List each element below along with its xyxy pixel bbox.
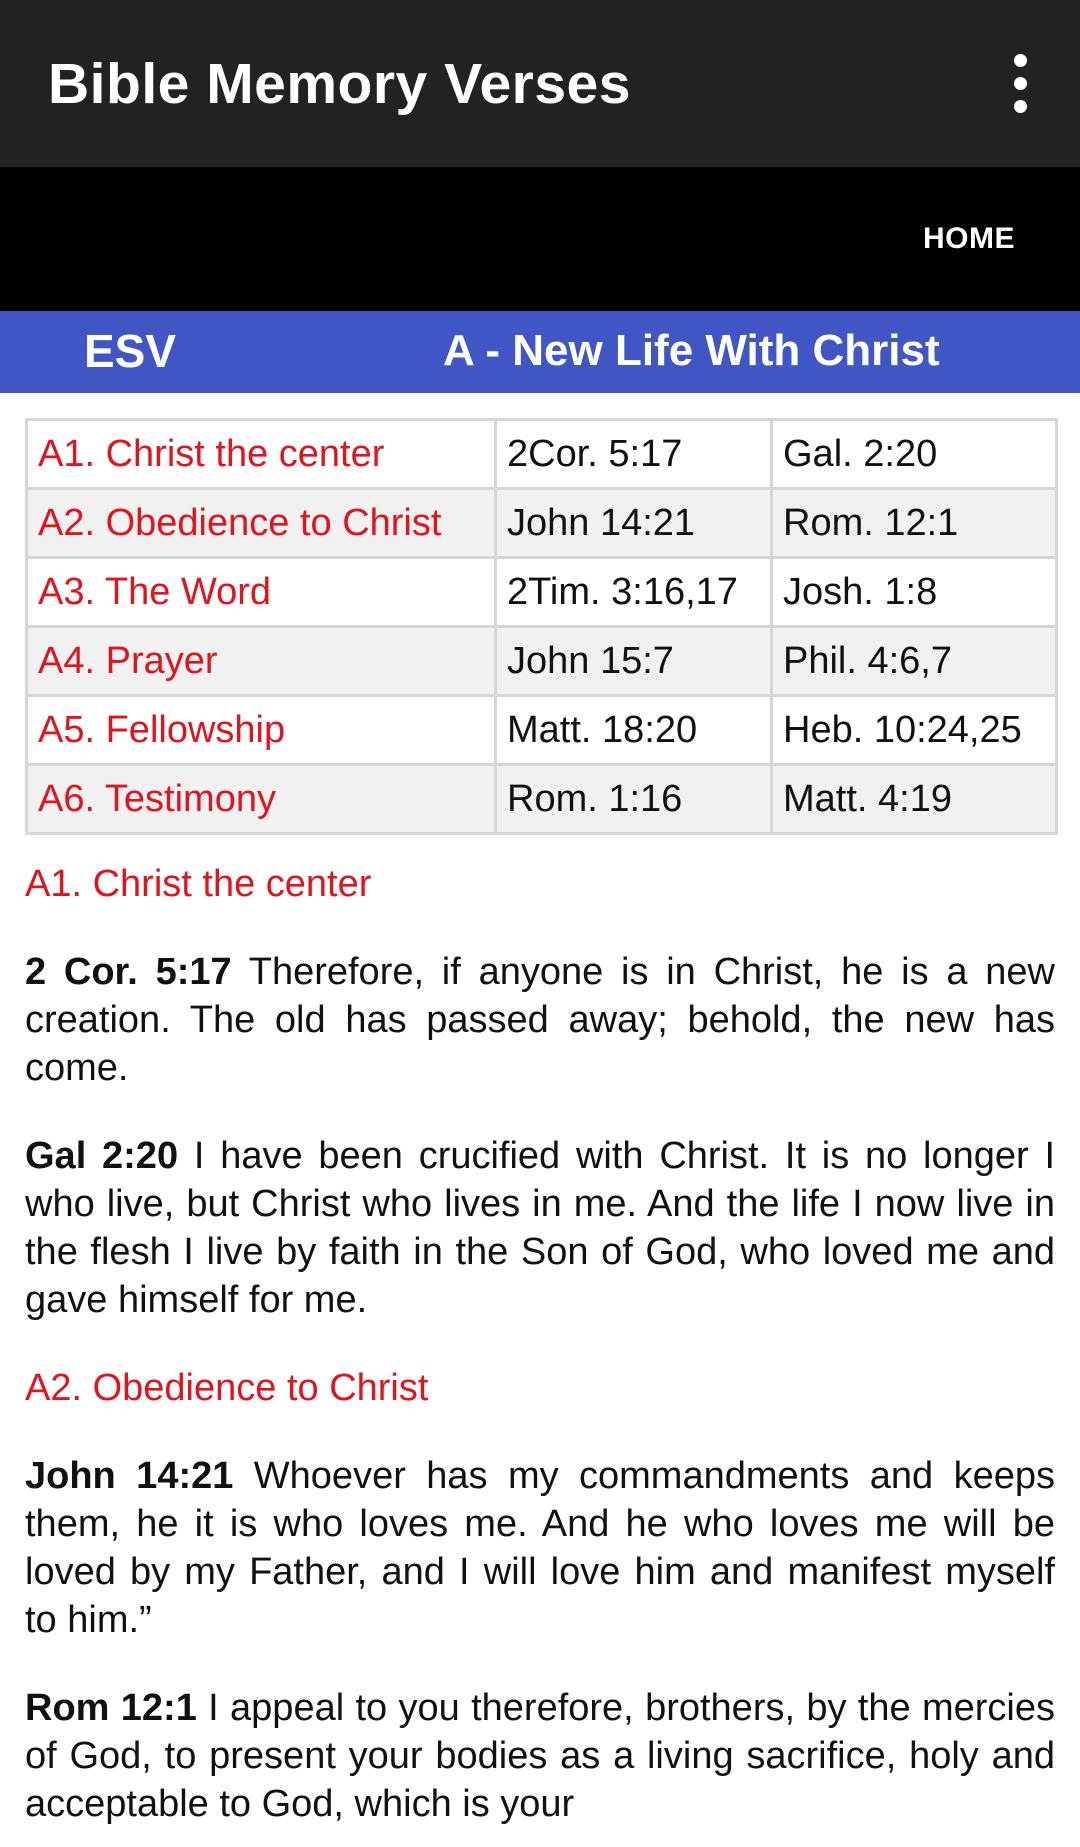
verse-ref-link[interactable]: Matt. 4:19 bbox=[772, 765, 1057, 834]
verse-ref-link[interactable]: Phil. 4:6,7 bbox=[772, 627, 1057, 696]
verse-ref-link[interactable]: Gal. 2:20 bbox=[772, 420, 1057, 489]
verse-ref-link[interactable]: Matt. 18:20 bbox=[496, 696, 772, 765]
verse-ref: John 14:21 bbox=[25, 1455, 234, 1497]
verse-ref: Rom 12:1 bbox=[25, 1687, 197, 1729]
app-bar bbox=[0, 0, 1080, 167]
topic-heading: A1. Christ the center bbox=[25, 863, 372, 905]
table-row bbox=[27, 420, 1057, 489]
verse-ref-link[interactable]: John 15:7 bbox=[496, 627, 772, 696]
verse-text: I appeal to you therefore, brothers, by the mercies of God, to present your bodies as a living sacrifice, holy and acceptable to God, which is your bbox=[25, 1687, 1055, 1825]
verse-ref: Gal 2:20 bbox=[25, 1135, 179, 1177]
topic-link[interactable]: A5. Fellowship bbox=[27, 696, 496, 765]
verse-ref-link[interactable]: Rom. 1:16 bbox=[496, 765, 772, 834]
nav-bar bbox=[0, 167, 1080, 311]
table-row bbox=[27, 627, 1057, 696]
table-row bbox=[27, 765, 1057, 834]
bible-version[interactable]: ESV bbox=[84, 325, 177, 377]
verse-text: I have been crucified with Christ. It is no longer I who live, but Christ who lives in me. And the life I now live in the flesh I live by faith in the Son of God, who loved me and gave himself for me. bbox=[25, 1135, 1055, 1321]
verse-text: Whoever has my commandments and keeps them, he it is who loves me. And he who loves me will be loved by my Father, and I will love him and manifest myself to him.” bbox=[25, 1455, 1055, 1641]
topic-link[interactable]: A2. Obedience to Christ bbox=[27, 489, 496, 558]
verse-ref-link[interactable]: 2Tim. 3:16,17 bbox=[496, 558, 772, 627]
verse-ref-link[interactable]: 2Cor. 5:17 bbox=[496, 420, 772, 489]
verse-table bbox=[25, 418, 1058, 835]
verse-ref-link[interactable]: Heb. 10:24,25 bbox=[772, 696, 1057, 765]
verse-ref-link[interactable]: Rom. 12:1 bbox=[772, 489, 1057, 558]
verse-paragraph bbox=[25, 948, 1055, 1092]
verse-ref-link[interactable]: Josh. 1:8 bbox=[772, 558, 1057, 627]
table-row bbox=[27, 696, 1057, 765]
verse-paragraph bbox=[25, 1452, 1055, 1644]
section-header bbox=[0, 311, 1080, 393]
verse-ref-link[interactable]: John 14:21 bbox=[496, 489, 772, 558]
topic-link[interactable]: A3. The Word bbox=[27, 558, 496, 627]
more-vert-icon[interactable] bbox=[1000, 44, 1040, 124]
topic-heading: A2. Obedience to Christ bbox=[25, 1367, 429, 1409]
verse-ref: 2 Cor. 5:17 bbox=[25, 951, 232, 993]
topic-link[interactable]: A1. Christ the center bbox=[27, 420, 496, 489]
table-row bbox=[27, 558, 1057, 627]
verse-paragraph bbox=[25, 1684, 1055, 1828]
topic-link[interactable]: A4. Prayer bbox=[27, 627, 496, 696]
verse-paragraph bbox=[25, 1132, 1055, 1324]
verse-text: Therefore, if anyone is in Christ, he is a new creation. The old has passed away; behold, the new has come. bbox=[25, 951, 1055, 1089]
app-title: Bible Memory Verses bbox=[48, 51, 631, 116]
verse-content bbox=[25, 860, 1055, 1847]
menu-dot bbox=[1014, 100, 1027, 113]
table-row bbox=[27, 489, 1057, 558]
home-link[interactable]: HOME bbox=[923, 222, 1015, 255]
menu-dot bbox=[1014, 54, 1027, 67]
topic-link[interactable]: A6. Testimony bbox=[27, 765, 496, 834]
menu-dot bbox=[1014, 77, 1027, 90]
section-title: A - New Life With Christ bbox=[443, 326, 940, 375]
